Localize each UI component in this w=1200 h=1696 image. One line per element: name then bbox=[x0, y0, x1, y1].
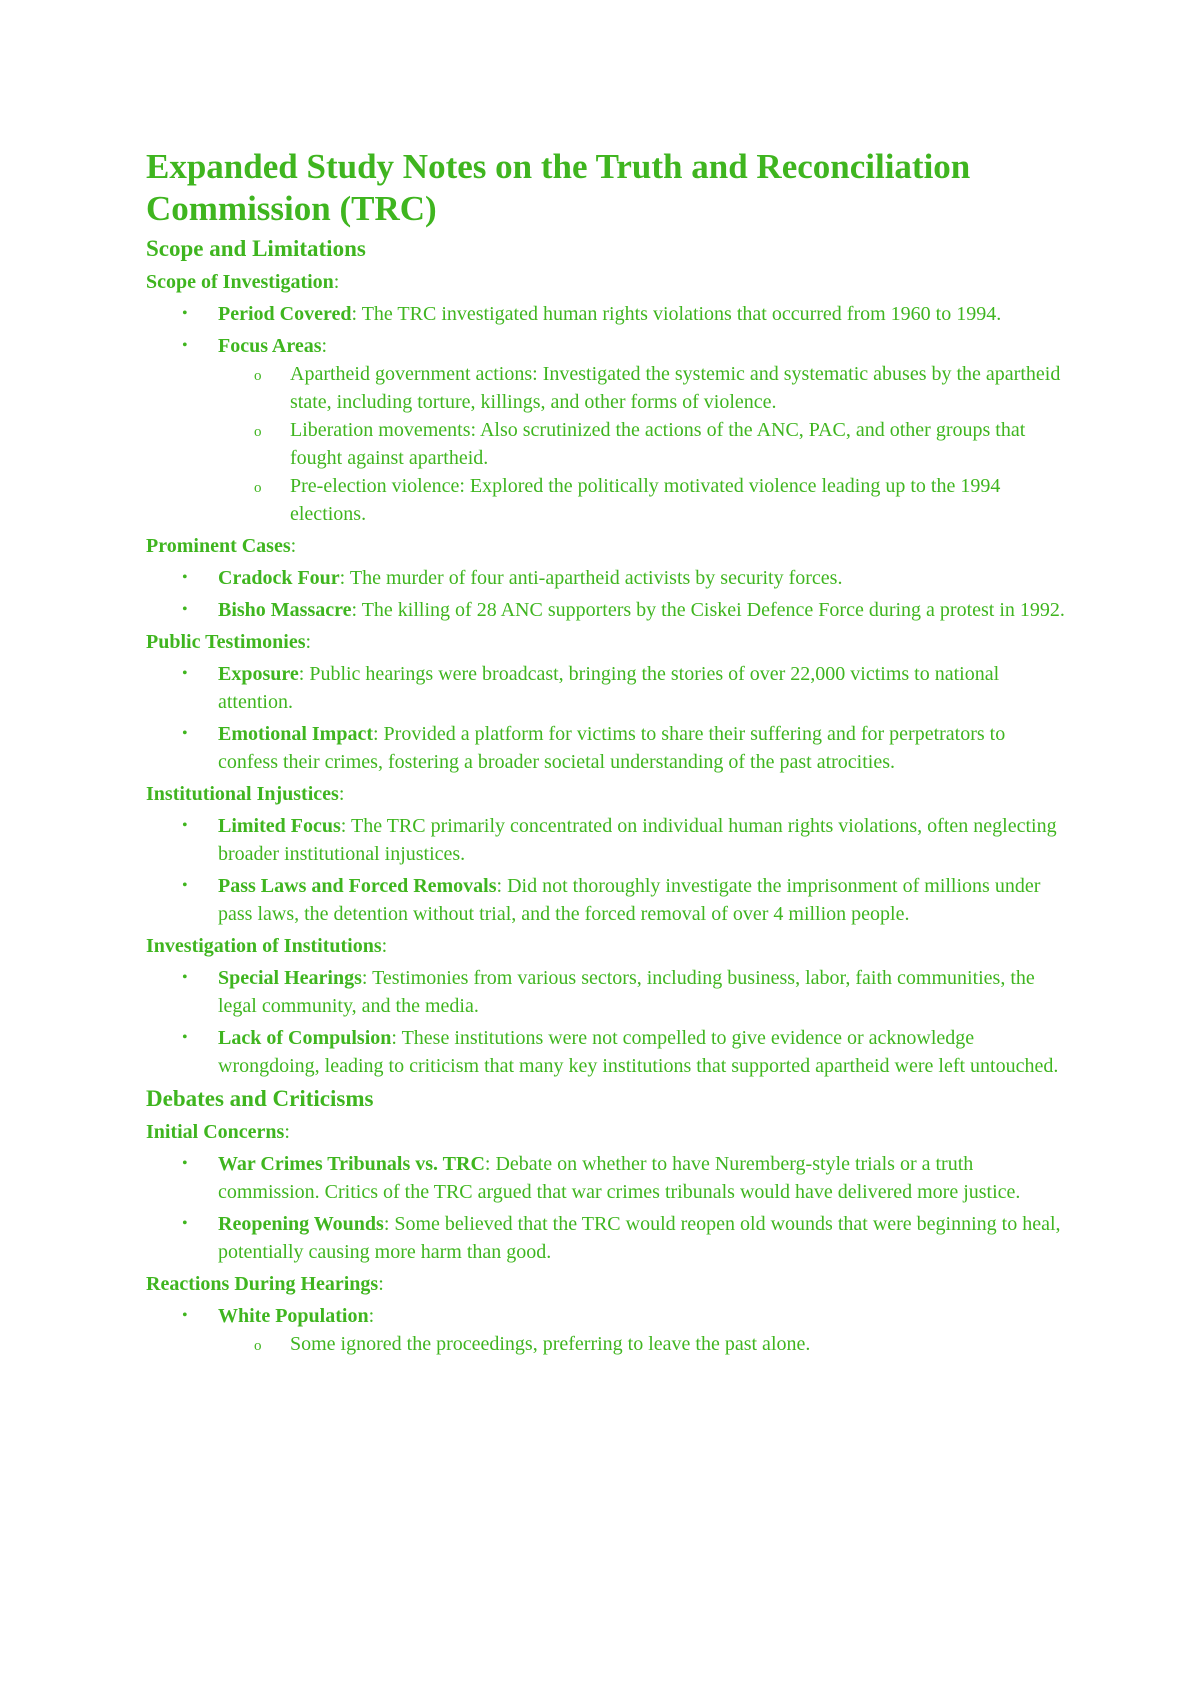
subsection-heading-colon: : bbox=[338, 783, 345, 805]
item-text: : These institutions were not compelled to give evidence or acknowledge wrongdoing, leading to criticism that many key institutions that supported apartheid were left untouched. bbox=[218, 1027, 1059, 1077]
list-item bbox=[146, 596, 1066, 624]
item-label: Focus Areas bbox=[218, 335, 322, 357]
subsection-heading-text: Investigation of Institutions bbox=[146, 935, 382, 957]
circle-bullet-icon: o bbox=[254, 1338, 262, 1354]
bullet-icon: • bbox=[182, 1155, 188, 1172]
sub-item-text: Pre-election violence: Explored the politically motivated violence leading up to the 1994 elections. bbox=[290, 475, 1001, 525]
item-text: : The TRC investigated human rights violations that occurred from 1960 to 1994. bbox=[351, 303, 1002, 325]
item-text: : Testimonies from various sectors, including business, labor, faith communities, the legal community, and the media. bbox=[218, 967, 1035, 1017]
list-item bbox=[146, 332, 1066, 528]
subsection-heading-text: Institutional Injustices bbox=[146, 783, 339, 805]
bullet-list bbox=[146, 964, 1066, 1080]
section bbox=[146, 234, 1066, 1080]
item-label: White Population bbox=[218, 1305, 369, 1327]
bullet-icon: • bbox=[182, 569, 188, 586]
sub-item-text: Liberation movements: Also scrutinized the actions of the ANC, PAC, and other groups that fought against apartheid. bbox=[290, 419, 1026, 469]
bullet-icon: • bbox=[182, 1029, 188, 1046]
item-text: : Provided a platform for victims to share their suffering and for perpetrators to confess their crimes, fostering a broader societal understanding of the past atrocities. bbox=[218, 723, 1006, 773]
bullet-list bbox=[146, 1150, 1066, 1266]
item-text: : bbox=[368, 1305, 375, 1327]
subsection-heading bbox=[146, 268, 1066, 296]
list-item bbox=[146, 964, 1066, 1020]
subsection-heading bbox=[146, 1118, 1066, 1146]
sub-list-item bbox=[218, 472, 1066, 528]
item-text: : The killing of 28 ANC supporters by the Ciskei Defence Force during a protest in 1992. bbox=[351, 599, 1065, 621]
list-item bbox=[146, 1024, 1066, 1080]
item-label: Pass Laws and Forced Removals bbox=[218, 875, 497, 897]
sub-list-item bbox=[218, 416, 1066, 472]
bullet-list bbox=[146, 300, 1066, 528]
list-item bbox=[146, 564, 1066, 592]
subsection-heading-colon: : bbox=[284, 1121, 290, 1143]
subsection-heading-colon: : bbox=[381, 935, 388, 957]
subsection-heading bbox=[146, 532, 1066, 560]
item-label: Period Covered bbox=[218, 303, 352, 325]
item-label: Special Hearings bbox=[218, 967, 362, 989]
bullet-icon: • bbox=[182, 877, 188, 894]
bullet-icon: • bbox=[182, 601, 188, 618]
document-page bbox=[146, 146, 1066, 1362]
subsection-heading bbox=[146, 1270, 1066, 1298]
subsection-heading-text: Public Testimonies bbox=[146, 631, 306, 653]
bullet-icon: • bbox=[182, 1307, 188, 1324]
item-text: : Debate on whether to have Nuremberg-style trials or a truth commission. Critics of the TRC argued that war crimes tribunals would have delivered more justice. bbox=[218, 1153, 1021, 1203]
section-heading: Debates and Criticisms bbox=[146, 1086, 374, 1111]
subsection-heading bbox=[146, 780, 1066, 808]
sub-list-item bbox=[218, 360, 1066, 416]
item-label: Limited Focus bbox=[218, 815, 341, 837]
item-label: Lack of Compulsion bbox=[218, 1027, 392, 1049]
circle-bullet-icon: o bbox=[254, 368, 262, 384]
subsection-heading-text: Prominent Cases bbox=[146, 535, 291, 557]
bullet-list bbox=[146, 564, 1066, 624]
bullet-icon: • bbox=[182, 969, 188, 986]
subsection-heading-text: Initial Concerns bbox=[146, 1121, 285, 1143]
circle-bullet-icon: o bbox=[254, 480, 262, 496]
section bbox=[146, 1084, 1066, 1358]
subsection-heading-colon: : bbox=[378, 1273, 384, 1295]
sub-list-item bbox=[218, 1330, 1066, 1358]
sub-list bbox=[218, 360, 1066, 528]
sub-list bbox=[218, 1330, 1066, 1358]
list-item bbox=[146, 660, 1066, 716]
bullet-list bbox=[146, 1302, 1066, 1358]
item-label: Reopening Wounds bbox=[218, 1213, 384, 1235]
bullet-list bbox=[146, 660, 1066, 776]
section-heading: Scope and Limitations bbox=[146, 236, 366, 261]
bullet-icon: • bbox=[182, 665, 188, 682]
item-text: : bbox=[321, 335, 328, 357]
bullet-list bbox=[146, 812, 1066, 928]
item-text: : The murder of four anti-apartheid activists by security forces. bbox=[339, 567, 843, 589]
list-item bbox=[146, 1210, 1066, 1266]
item-text: : Public hearings were broadcast, bringing the stories of over 22,000 victims to national attention. bbox=[218, 663, 1000, 713]
subsection-heading-colon: : bbox=[305, 631, 312, 653]
item-label: War Crimes Tribunals vs. TRC bbox=[218, 1153, 485, 1175]
item-label: Exposure bbox=[218, 663, 299, 685]
item-text: : The TRC primarily concentrated on individual human rights violations, often neglecting broader institutional injustices. bbox=[218, 815, 1057, 865]
bullet-icon: • bbox=[182, 305, 188, 322]
list-item bbox=[146, 300, 1066, 328]
bullet-icon: • bbox=[182, 337, 188, 354]
bullet-icon: • bbox=[182, 1215, 188, 1232]
item-label: Emotional Impact bbox=[218, 723, 373, 745]
list-item bbox=[146, 1150, 1066, 1206]
subsection-heading-text: Scope of Investigation bbox=[146, 271, 334, 293]
list-item bbox=[146, 872, 1066, 928]
item-label: Bisho Massacre bbox=[218, 599, 352, 621]
subsection-heading-colon: : bbox=[290, 535, 297, 557]
subsection-heading bbox=[146, 932, 1066, 960]
subsection-heading-text: Reactions During Hearings bbox=[146, 1273, 379, 1295]
item-text: : Did not thoroughly investigate the imprisonment of millions under pass laws, the detention without trial, and the forced removal of over 4 million people. bbox=[218, 875, 1041, 925]
bullet-icon: • bbox=[182, 725, 188, 742]
subsection-heading-colon: : bbox=[333, 271, 340, 293]
list-item bbox=[146, 720, 1066, 776]
item-text: : Some believed that the TRC would reopen old wounds that were beginning to heal, potentially causing more harm than good. bbox=[218, 1213, 1061, 1263]
document-body bbox=[146, 234, 1066, 1358]
subsection-heading bbox=[146, 628, 1066, 656]
circle-bullet-icon: o bbox=[254, 424, 262, 440]
document-title: Expanded Study Notes on the Truth and Reconciliation Commission (TRC) bbox=[146, 147, 971, 228]
item-label: Cradock Four bbox=[218, 567, 340, 589]
bullet-icon: • bbox=[182, 817, 188, 834]
list-item bbox=[146, 1302, 1066, 1358]
sub-item-text: Some ignored the proceedings, preferring to leave the past alone. bbox=[290, 1333, 811, 1355]
sub-item-text: Apartheid government actions: Investigated the systemic and systematic abuses by the apartheid state, including torture, killings, and other forms of violence. bbox=[290, 363, 1061, 413]
list-item bbox=[146, 812, 1066, 868]
